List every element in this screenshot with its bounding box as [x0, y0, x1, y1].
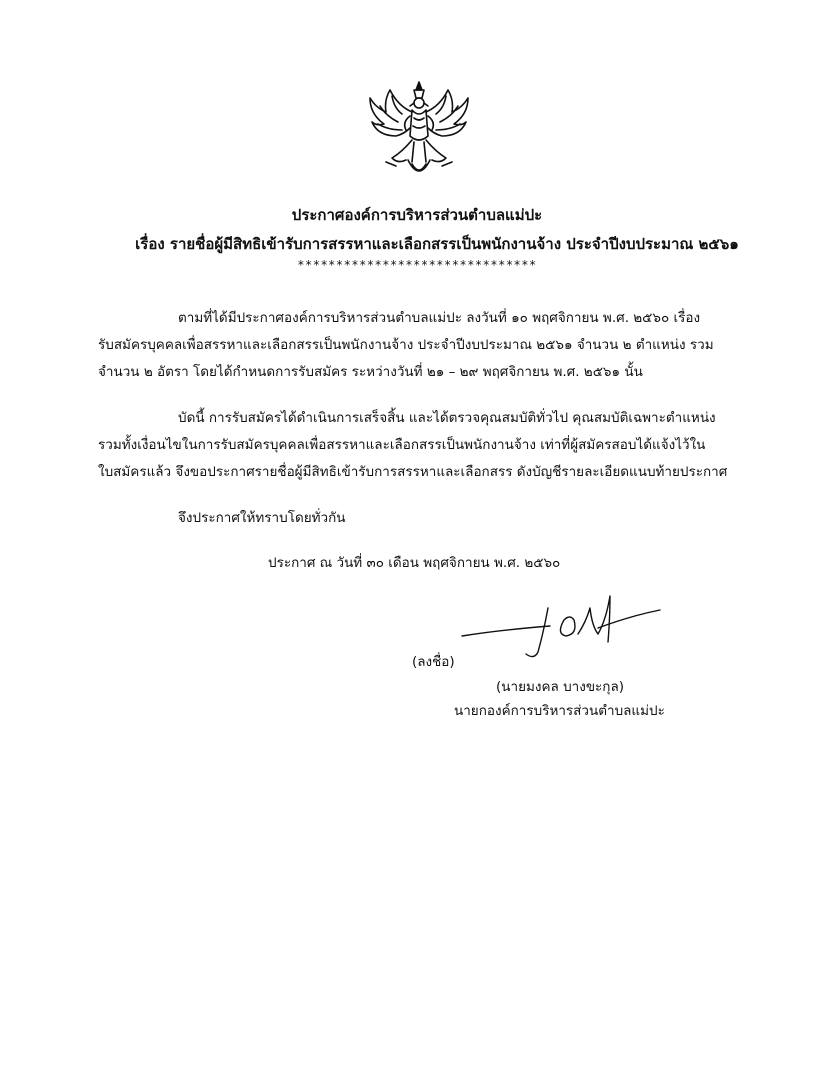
signed-label: (ลงชื่อ) [412, 654, 455, 670]
paragraph-1-line-3: จำนวน ๒ อัตรา โดยได้กำหนดการรับสมัคร ระหว่างวันที่ ๒๑ – ๒๙ พฤศจิกายน พ.ศ. ๒๕๖๑ นั้น [98, 364, 643, 380]
paragraph-2-line-1: บัดนี้ การรับสมัครได้ดำเนินการเสร็จสิ้น และได้ตรวจคุณสมบัติทั่วไป คุณสมบัติเฉพาะตำแหน่ง [178, 410, 716, 426]
handwritten-signature [460, 590, 670, 670]
closing-statement: จึงประกาศให้ทราบโดยทั่วกัน [178, 510, 346, 526]
signer-name: (นายมงคล บางขะกุล) [496, 679, 625, 695]
paragraph-1-line-1: ตามที่ได้มีประกาศองค์การบริหารส่วนตำบลแม่ปะ ลงวันที่ ๑๐ พฤศจิกายน พ.ศ. ๒๕๖๐ เรื่อง [178, 310, 701, 326]
announcement-title: ประกาศองค์การบริหารส่วนตำบลแม่ปะ [291, 206, 543, 224]
garuda-emblem-icon [362, 78, 476, 186]
announcement-subject: เรื่อง รายชื่อผู้มีสิทธิเข้ารับการสรรหาและเลือกสรรเป็นพนักงานจ้าง ประจำปีงบประมาณ ๒๕๖๑ [135, 235, 739, 253]
paragraph-1-line-2: รับสมัครบุคคลเพื่อสรรหาและเลือกสรรเป็นพนักงานจ้าง ประจำปีงบประมาณ ๒๕๖๑ จำนวน ๒ ตำแหน่ง รวม [98, 337, 714, 353]
announcement-date: ประกาศ ณ วันที่ ๓๐ เดือน พฤศจิกายน พ.ศ. ๒๕๖๐ [268, 555, 561, 571]
title-divider: ******************************* [297, 258, 537, 272]
paragraph-2-line-3: ใบสมัครแล้ว จึงขอประกาศรายชื่อผู้มีสิทธิเข้ารับการสรรหาและเลือกสรร ดังบัญชีรายละเอียดแนบท้ายประกาศ [98, 464, 728, 480]
paragraph-2-line-2: รวมทั้งเงื่อนไขในการรับสมัครบุคคลเพื่อสรรหาและเลือกสรรเป็นพนักงานจ้าง เท่าที่ผู้สมัครสอบได้แจ้งไว้ใน [98, 437, 706, 453]
signer-position: นายกองค์การบริหารส่วนตำบลแม่ปะ [454, 703, 665, 719]
